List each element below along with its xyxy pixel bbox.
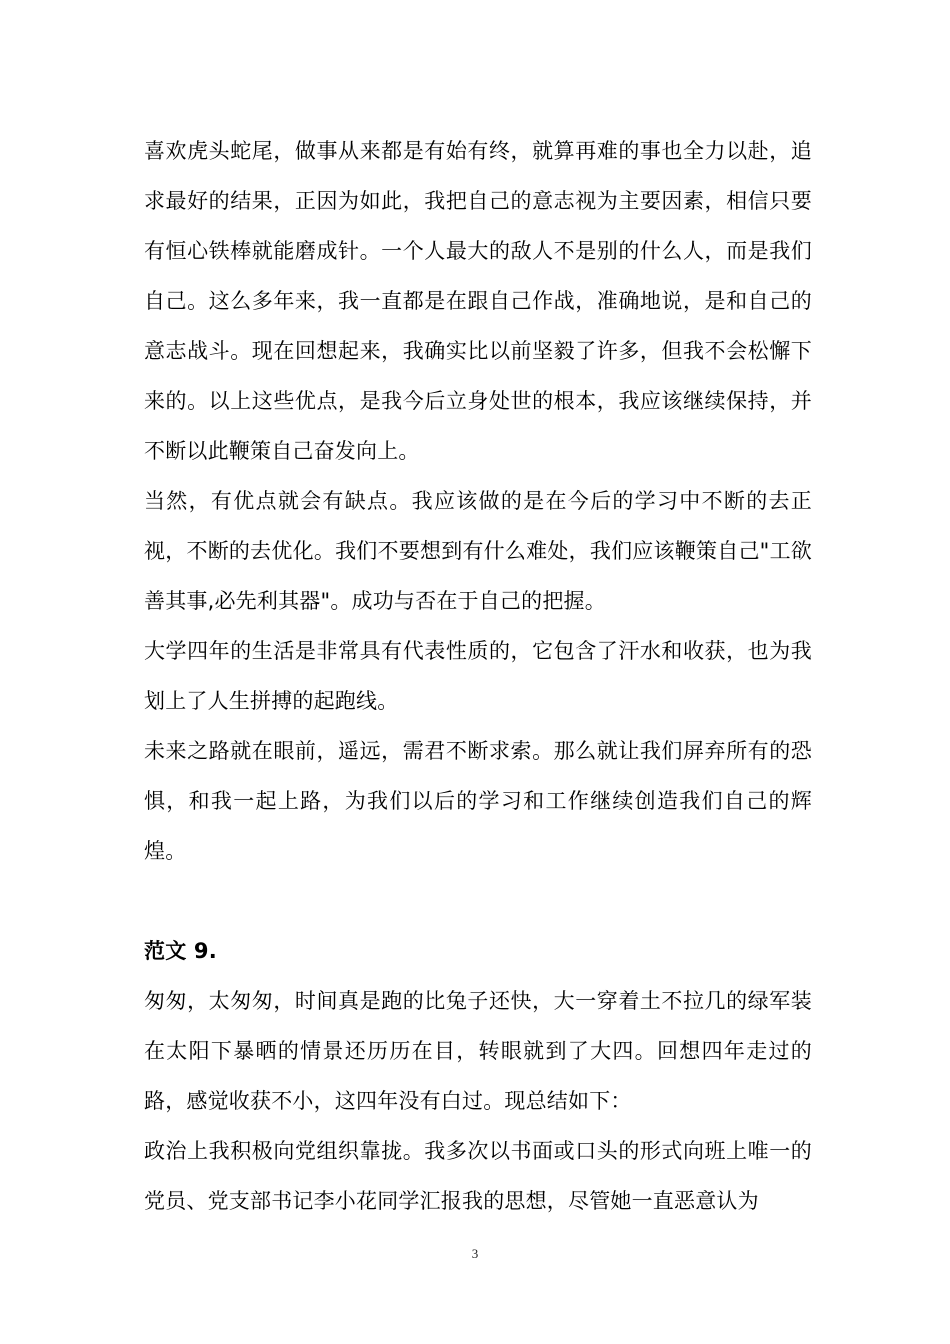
paragraph-time-flies: 匆匆，太匆匆，时间真是跑的比兔子还快，大一穿着土不拉几的绿军装在太阳下暴晒的情景还历历在目，转眼就到了大四。回想四年走过的路，感觉收获不小，这四年没有白过。现总结如下： xyxy=(144,989,812,1113)
paragraph-future-road: 未来之路就在眼前，遥远，需君不断求索。那么就让我们屏弃所有的恐惧，和我一起上路，为我们以后的学习和工作继续创造我们自己的辉煌。 xyxy=(144,739,812,863)
paragraph-university-life: 大学四年的生活是非常具有代表性质的，它包含了汗水和收获，也为我划上了人生拼搏的起跑线。 xyxy=(144,639,812,713)
section-spacer xyxy=(144,876,812,926)
document-body xyxy=(144,126,812,1226)
page-number: 3 xyxy=(471,1246,479,1261)
paragraph-perseverance: 喜欢虎头蛇尾，做事从来都是有始有终，就算再难的事也全力以赴，追求最好的结果，正因为如此，我把自己的意志视为主要因素，相信只要有恒心铁棒就能磨成针。一个人最大的敌人不是别的什么人，而是我们自己。这么多年来，我一直都是在跟自己作战，准确地说，是和自己的意志战斗。现在回想起来，我确实比以前坚毅了许多，但我不会松懈下来的。以上这些优点，是我今后立身处世的根本，我应该继续保持，并不断以此鞭策自己奋发向上。 xyxy=(144,139,812,463)
paragraph-shortcomings: 当然，有优点就会有缺点。我应该做的是在今后的学习中不断的去正视，不断的去优化。我们不要想到有什么难处，我们应该鞭策自己"工欲善其事,必先利其器"。成功与否在于自己的把握。 xyxy=(144,489,812,613)
section-heading: 范文 9. xyxy=(144,939,217,963)
paragraph-politics: 政治上我积极向党组织靠拢。我多次以书面或口头的形式向班上唯一的党员、党支部书记李小花同学汇报我的思想，尽管她一直恶意认为 xyxy=(144,1139,812,1213)
